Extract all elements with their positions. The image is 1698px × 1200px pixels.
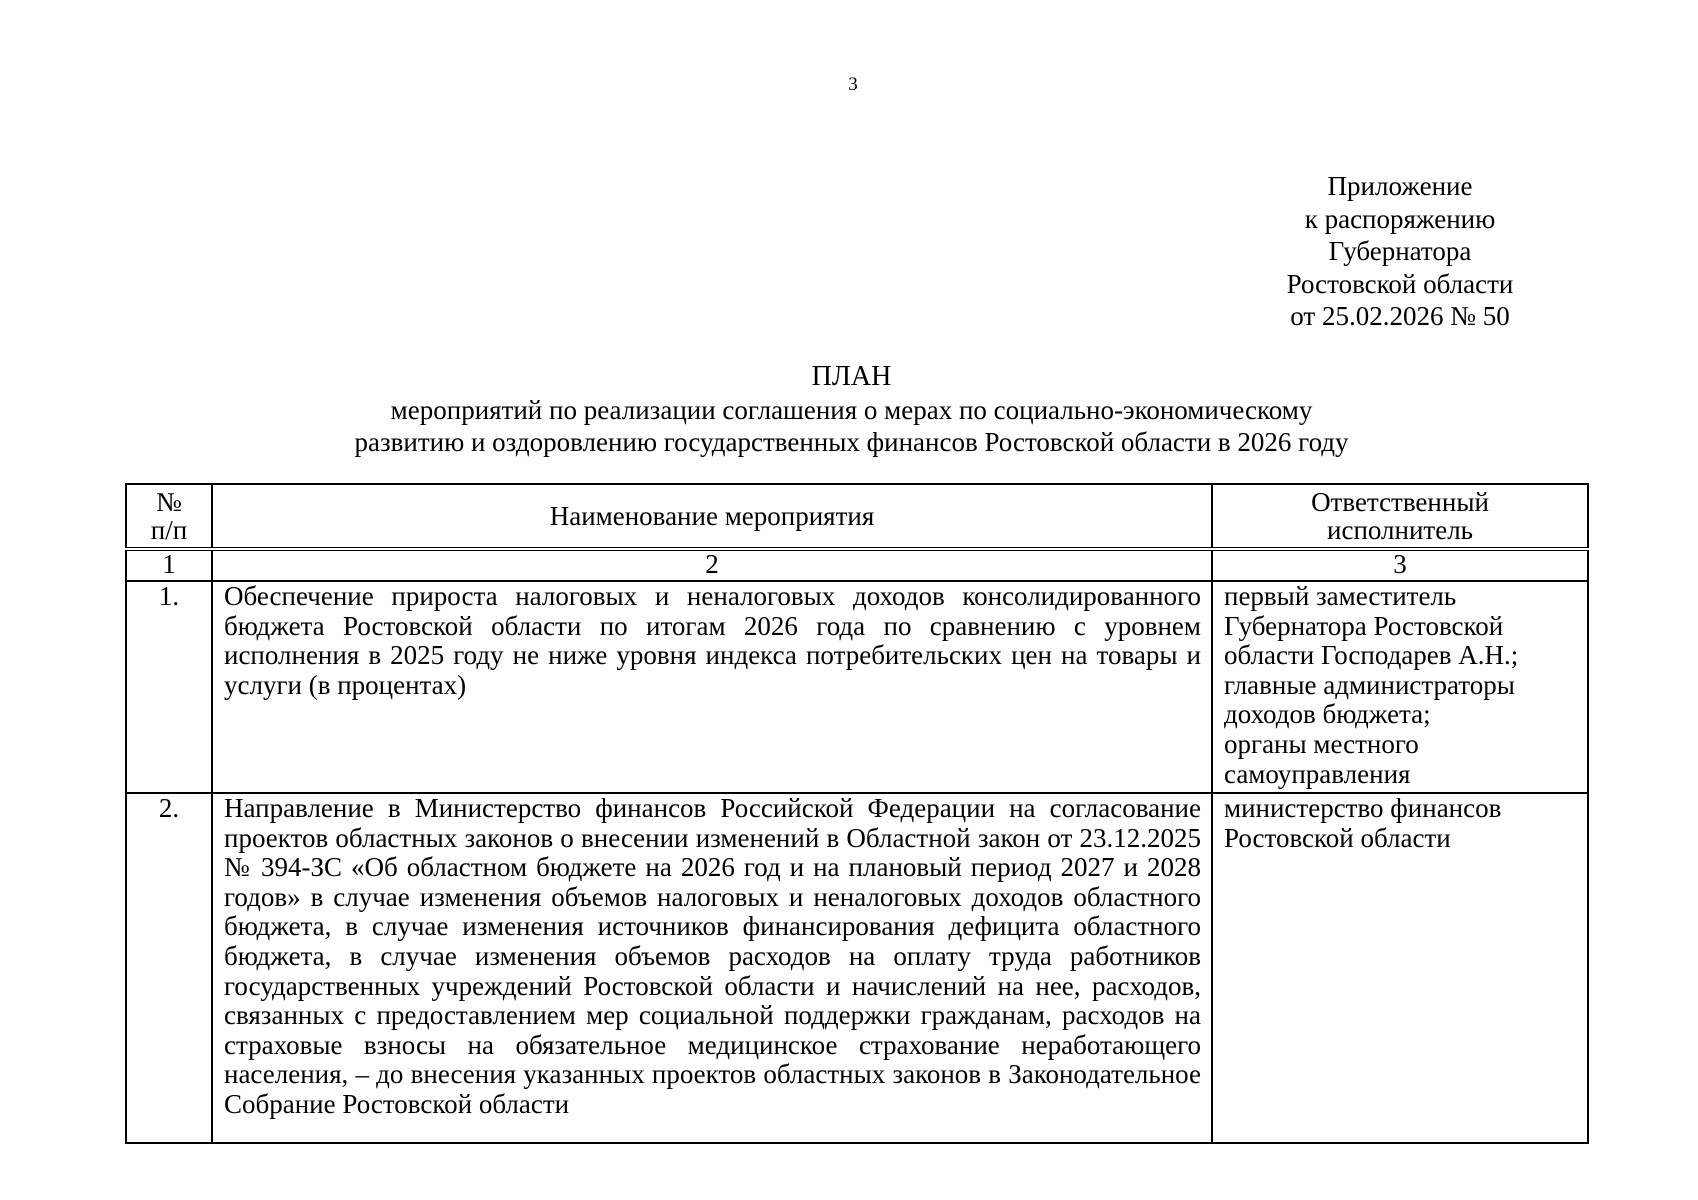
header-num-line: № xyxy=(156,487,182,517)
responsible-entry: главные администраторы доходов бюджета; xyxy=(1224,669,1515,730)
page-number xyxy=(0,74,1698,96)
column-number: 2 xyxy=(212,549,1212,581)
table-row xyxy=(126,793,1588,1143)
header-responsible-line: исполнитель xyxy=(1327,515,1473,545)
responsible-entry: министерство финансов Ростовской области xyxy=(1224,793,1502,853)
page-number-text: 3 xyxy=(848,74,858,95)
table-header-row xyxy=(126,484,1588,549)
plan-heading: ПЛАН xyxy=(811,361,892,392)
header-num-line: п/п xyxy=(150,515,188,545)
table-row xyxy=(126,581,1588,793)
column-number: 3 xyxy=(1212,549,1588,581)
row-number: 2. xyxy=(126,793,212,1143)
appendix-line: Ростовской области xyxy=(1286,268,1514,299)
plan-table xyxy=(125,483,1589,1144)
row-activity-text: Обеспечение прироста налоговых и неналоговых доходов консолидированного бюджета Ростовской области по итогам 2026 года по сравнению с уровнем исполнения в 2025 году не ниже уровня индекса потребительских цен на товары и услуги (в процентах) xyxy=(212,581,1212,793)
plan-subtitle-line: мероприятий по реализации соглашения о мерах по социально-экономическому xyxy=(390,395,1313,425)
appendix-line: к распоряжению xyxy=(1304,203,1496,234)
column-number: 1 xyxy=(126,549,212,581)
responsible-entry: органы местного самоуправления xyxy=(1224,728,1419,789)
appendix-line: от 25.02.2026 № 50 xyxy=(1290,301,1510,331)
appendix-note xyxy=(1250,170,1550,333)
column-number-row xyxy=(126,549,1588,581)
plan-subtitle-line: развитию и оздоровлению государственных финансов Ростовской области в 2026 году xyxy=(354,427,1349,457)
document-title xyxy=(130,360,1573,458)
row-activity-text: Направление в Министерство финансов Российской Федерации на согласование проектов областных законов о внесении изменений в Областной закон от 23.12.2025 № 394-ЗС «Об областном бюджете на 2026 год и на плановый период 2027 и 2028 годов» в случае изменения объемов налоговых и неналоговых доходов областного бюджета, в случае изменения источников финансирования дефицита областного бюджета, в случае изменения объемов расходов на оплату труда работников государственных учреждений Ростовской области и начислений на нее, расходов, связанных с предоставлением мер социальной поддержки гражданам, расходов на страховые взносы на обязательное медицинское страхование неработающего населения, – до внесения указанных проектов областных законов в Законодательное Собрание Ростовской области xyxy=(212,793,1212,1143)
header-responsible-line: Ответственный xyxy=(1311,487,1489,517)
header-num xyxy=(126,484,212,549)
responsible-entry: первый заместитель Губернатора Ростовской области Господарев А.Н.; xyxy=(1224,581,1519,671)
appendix-line: Губернатора xyxy=(1328,236,1472,266)
row-responsible xyxy=(1212,581,1588,793)
header-responsible xyxy=(1212,484,1588,549)
row-number: 1. xyxy=(126,581,212,793)
row-responsible xyxy=(1212,793,1588,1143)
appendix-line: Приложение xyxy=(1327,171,1473,201)
header-name: Наименование мероприятия xyxy=(212,484,1212,549)
